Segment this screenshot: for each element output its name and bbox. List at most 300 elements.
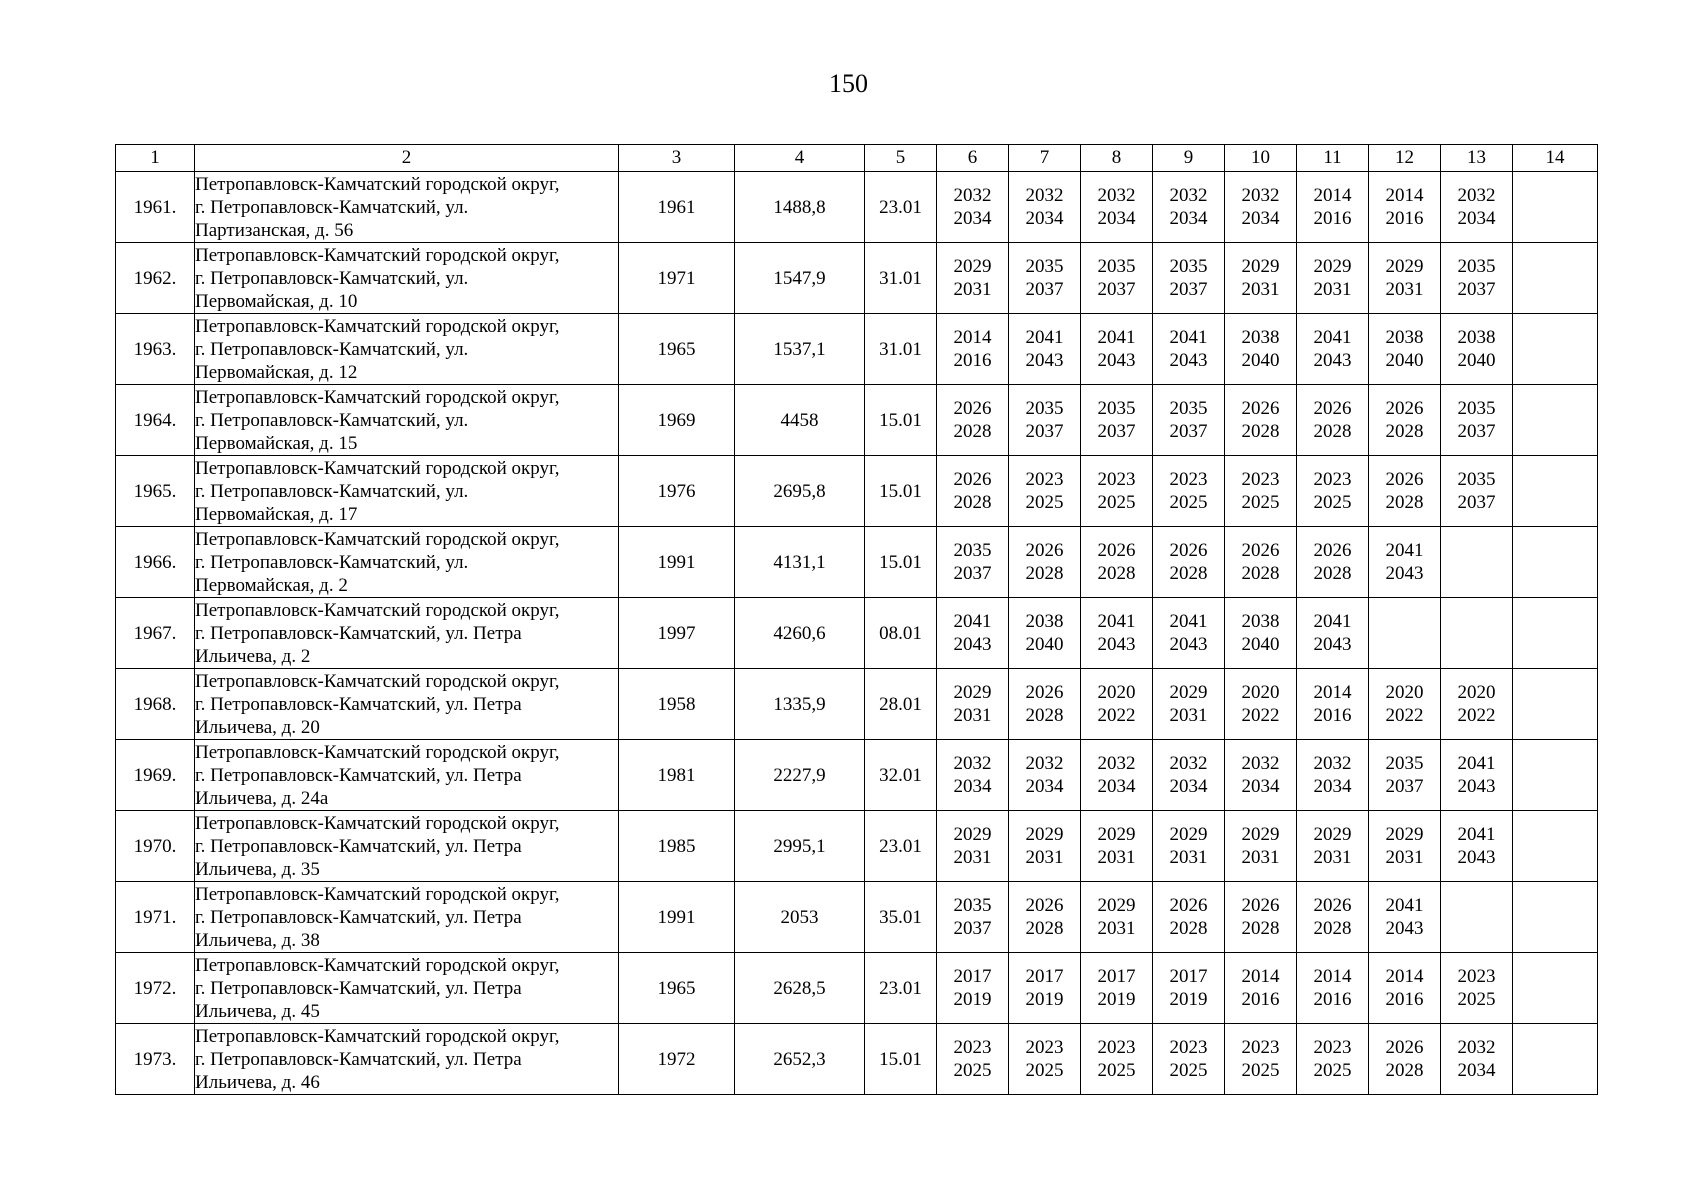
period-cell (1441, 314, 1513, 385)
page-number: 150 (829, 69, 868, 98)
period-end-year: 2043 (1313, 634, 1352, 655)
period-end-year: 2031 (1241, 279, 1280, 300)
period-cell (937, 243, 1009, 314)
period-cell (1513, 314, 1598, 385)
period-cell (1297, 527, 1369, 598)
period-cell (1009, 385, 1081, 456)
period-end-year: 2025 (1025, 1060, 1064, 1081)
period-cell (1153, 598, 1225, 669)
address-line: Первомайская, д. 10 (195, 290, 358, 312)
column-header: 8 (1081, 145, 1153, 172)
address-line: Петропавловск-Камчатский городской округ, (195, 457, 560, 479)
period-start-year: 2029 (1241, 824, 1280, 845)
address-line: Ильичева, д. 38 (195, 929, 320, 951)
period-start-year: 2014 (1385, 966, 1424, 987)
period-end-year: 2037 (1097, 421, 1136, 442)
value-cell: 23.01 (865, 172, 937, 243)
address-cell (195, 243, 619, 314)
table-row (116, 456, 1598, 527)
period-cell (1009, 314, 1081, 385)
build-year-cell: 1991 (619, 527, 735, 598)
period-start-year: 2029 (1313, 824, 1352, 845)
address-cell (195, 456, 619, 527)
period-start-year: 2038 (1241, 327, 1280, 348)
area-cell: 2628,5 (735, 953, 865, 1024)
column-header: 11 (1297, 145, 1369, 172)
address-line: Первомайская, д. 15 (195, 432, 358, 454)
period-end-year: 2037 (1097, 279, 1136, 300)
period-start-year: 2026 (1169, 895, 1208, 916)
period-end-year: 2031 (1385, 847, 1424, 868)
period-end-year: 2037 (1025, 279, 1064, 300)
period-end-year: 2043 (1025, 350, 1064, 371)
address-cell (195, 527, 619, 598)
period-start-year: 2026 (1097, 540, 1136, 561)
address-line: Ильичева, д. 24а (195, 787, 329, 809)
period-start-year: 2035 (1169, 256, 1208, 277)
period-cell (937, 882, 1009, 953)
address-line: Петропавловск-Камчатский городской округ, (195, 173, 560, 195)
period-cell (1297, 598, 1369, 669)
address-line: г. Петропавловск-Камчатский, ул. Петра (195, 835, 522, 857)
period-cell (1153, 740, 1225, 811)
build-year-cell: 1961 (619, 172, 735, 243)
period-start-year: 2026 (1385, 469, 1424, 490)
period-cell (937, 669, 1009, 740)
value-cell: 23.01 (865, 811, 937, 882)
period-end-year: 2034 (1241, 208, 1280, 229)
period-end-year: 2037 (1457, 421, 1496, 442)
period-cell (1513, 385, 1598, 456)
period-start-year: 2026 (1313, 398, 1352, 419)
build-year-cell: 1981 (619, 740, 735, 811)
column-header: 14 (1513, 145, 1598, 172)
period-end-year: 2037 (1169, 421, 1208, 442)
period-end-year: 2034 (1025, 776, 1064, 797)
period-start-year: 2041 (1097, 327, 1136, 348)
period-cell (1153, 669, 1225, 740)
period-cell (1297, 1024, 1369, 1095)
period-start-year: 2026 (1025, 540, 1064, 561)
period-end-year: 2043 (953, 634, 992, 655)
period-start-year: 2014 (1241, 966, 1280, 987)
period-start-year: 2026 (953, 469, 992, 490)
period-end-year: 2031 (1169, 847, 1208, 868)
period-end-year: 2022 (1385, 705, 1424, 726)
address-line: Первомайская, д. 17 (195, 503, 358, 525)
area-cell: 1537,1 (735, 314, 865, 385)
period-end-year: 2025 (1457, 989, 1496, 1010)
address-cell (195, 1024, 619, 1095)
period-cell (1513, 172, 1598, 243)
row-number-cell: 1964. (116, 385, 195, 456)
period-end-year: 2019 (1169, 989, 1208, 1010)
period-end-year: 2031 (1385, 279, 1424, 300)
period-end-year: 2043 (1169, 350, 1208, 371)
table-row (116, 669, 1598, 740)
table-row (116, 953, 1598, 1024)
period-cell (1513, 740, 1598, 811)
period-start-year: 2026 (1241, 540, 1280, 561)
period-cell (1081, 527, 1153, 598)
period-end-year: 2031 (1313, 847, 1352, 868)
value-cell: 15.01 (865, 527, 937, 598)
period-cell (1009, 669, 1081, 740)
build-year-cell: 1958 (619, 669, 735, 740)
period-end-year: 2028 (1313, 563, 1352, 584)
period-cell (1441, 882, 1513, 953)
period-start-year: 2032 (1097, 185, 1136, 206)
address-line: Первомайская, д. 2 (195, 574, 348, 596)
value-cell: 08.01 (865, 598, 937, 669)
table-row (116, 740, 1598, 811)
period-start-year: 2026 (1241, 398, 1280, 419)
period-end-year: 2016 (1313, 989, 1352, 1010)
period-cell (1225, 953, 1297, 1024)
address-line: г. Петропавловск-Камчатский, ул. (195, 267, 469, 289)
row-number-cell: 1966. (116, 527, 195, 598)
period-start-year: 2041 (1313, 611, 1352, 632)
period-start-year: 2014 (1313, 185, 1352, 206)
period-end-year: 2037 (1457, 279, 1496, 300)
period-cell (1009, 811, 1081, 882)
address-cell (195, 598, 619, 669)
period-end-year: 2031 (1025, 847, 1064, 868)
period-end-year: 2019 (1025, 989, 1064, 1010)
period-cell (1441, 527, 1513, 598)
period-cell (1297, 314, 1369, 385)
period-start-year: 2035 (953, 895, 992, 916)
period-start-year: 2029 (953, 824, 992, 845)
period-start-year: 2032 (1457, 185, 1496, 206)
period-start-year: 2032 (1025, 753, 1064, 774)
period-end-year: 2031 (1097, 918, 1136, 939)
period-start-year: 2032 (1025, 185, 1064, 206)
period-start-year: 2020 (1097, 682, 1136, 703)
period-cell (1009, 882, 1081, 953)
period-end-year: 2028 (1313, 421, 1352, 442)
column-header: 9 (1153, 145, 1225, 172)
period-end-year: 2016 (1385, 989, 1424, 1010)
period-start-year: 2035 (1385, 753, 1424, 774)
period-end-year: 2028 (953, 421, 992, 442)
table-row (116, 385, 1598, 456)
period-cell (1297, 172, 1369, 243)
column-header: 6 (937, 145, 1009, 172)
period-cell (1441, 456, 1513, 527)
period-start-year: 2041 (1457, 824, 1496, 845)
period-start-year: 2026 (1241, 895, 1280, 916)
period-cell (1441, 598, 1513, 669)
period-end-year: 2037 (1457, 492, 1496, 513)
period-cell (1225, 598, 1297, 669)
period-cell (1441, 1024, 1513, 1095)
header-row (116, 145, 1598, 172)
period-end-year: 2037 (1025, 421, 1064, 442)
table-row (116, 243, 1598, 314)
period-cell (1225, 740, 1297, 811)
period-start-year: 2029 (1385, 824, 1424, 845)
period-cell (1009, 598, 1081, 669)
period-cell (1369, 882, 1441, 953)
period-start-year: 2032 (1169, 753, 1208, 774)
period-end-year: 2034 (1169, 208, 1208, 229)
period-end-year: 2025 (1313, 1060, 1352, 1081)
period-cell (1081, 1024, 1153, 1095)
period-start-year: 2029 (1025, 824, 1064, 845)
period-cell (1297, 882, 1369, 953)
period-cell (1081, 172, 1153, 243)
period-cell (1081, 314, 1153, 385)
period-start-year: 2023 (1313, 1037, 1352, 1058)
table-row (116, 314, 1598, 385)
period-cell (937, 953, 1009, 1024)
area-cell: 2652,3 (735, 1024, 865, 1095)
period-start-year: 2038 (1025, 611, 1064, 632)
column-header: 12 (1369, 145, 1441, 172)
row-number-cell: 1973. (116, 1024, 195, 1095)
period-end-year: 2019 (1097, 989, 1136, 1010)
period-end-year: 2043 (1169, 634, 1208, 655)
period-start-year: 2017 (953, 966, 992, 987)
address-line: Петропавловск-Камчатский городской округ, (195, 315, 560, 337)
period-start-year: 2041 (1169, 327, 1208, 348)
period-end-year: 2025 (1241, 492, 1280, 513)
address-line: г. Петропавловск-Камчатский, ул. Петра (195, 693, 522, 715)
period-end-year: 2025 (1313, 492, 1352, 513)
period-cell (1441, 243, 1513, 314)
period-cell (1441, 740, 1513, 811)
period-end-year: 2037 (953, 563, 992, 584)
period-end-year: 2028 (953, 492, 992, 513)
value-cell: 15.01 (865, 385, 937, 456)
period-cell (937, 527, 1009, 598)
address-line: Петропавловск-Камчатский городской округ, (195, 386, 560, 408)
period-cell (1441, 669, 1513, 740)
period-cell (1225, 669, 1297, 740)
period-start-year: 2032 (953, 185, 992, 206)
period-cell (1225, 243, 1297, 314)
period-start-year: 2035 (1457, 469, 1496, 490)
period-start-year: 2032 (953, 753, 992, 774)
period-end-year: 2016 (1313, 208, 1352, 229)
period-start-year: 2029 (1097, 824, 1136, 845)
address-cell (195, 740, 619, 811)
period-start-year: 2014 (1313, 682, 1352, 703)
period-start-year: 2038 (1457, 327, 1496, 348)
period-start-year: 2032 (1313, 753, 1352, 774)
address-line: г. Петропавловск-Камчатский, ул. (195, 480, 469, 502)
period-cell (1081, 243, 1153, 314)
period-cell (1081, 953, 1153, 1024)
build-year-cell: 1985 (619, 811, 735, 882)
value-cell: 23.01 (865, 953, 937, 1024)
period-cell (1081, 882, 1153, 953)
period-cell (1009, 1024, 1081, 1095)
period-start-year: 2041 (953, 611, 992, 632)
address-line: Ильичева, д. 2 (195, 645, 311, 667)
period-end-year: 2028 (1169, 918, 1208, 939)
value-cell: 35.01 (865, 882, 937, 953)
period-start-year: 2023 (1457, 966, 1496, 987)
address-line: г. Петропавловск-Камчатский, ул. Петра (195, 977, 522, 999)
period-start-year: 2038 (1241, 611, 1280, 632)
address-line: Партизанская, д. 56 (195, 219, 354, 241)
table-row (116, 172, 1598, 243)
period-cell (1153, 385, 1225, 456)
period-end-year: 2031 (953, 279, 992, 300)
column-header: 3 (619, 145, 735, 172)
period-start-year: 2035 (1169, 398, 1208, 419)
period-start-year: 2029 (1169, 682, 1208, 703)
table-row (116, 882, 1598, 953)
period-end-year: 2034 (1169, 776, 1208, 797)
address-line: Ильичева, д. 46 (195, 1071, 320, 1093)
period-cell (1513, 598, 1598, 669)
period-end-year: 2037 (1385, 776, 1424, 797)
period-cell (1009, 172, 1081, 243)
address-line: Ильичева, д. 20 (195, 716, 320, 738)
period-end-year: 2034 (1241, 776, 1280, 797)
area-cell: 1547,9 (735, 243, 865, 314)
period-end-year: 2028 (1025, 705, 1064, 726)
period-start-year: 2026 (1313, 540, 1352, 561)
period-start-year: 2032 (1241, 753, 1280, 774)
address-line: г. Петропавловск-Камчатский, ул. (195, 338, 469, 360)
period-cell (1225, 385, 1297, 456)
period-end-year: 2022 (1241, 705, 1280, 726)
period-end-year: 2016 (1385, 208, 1424, 229)
period-end-year: 2043 (1385, 563, 1424, 584)
period-cell (1369, 243, 1441, 314)
area-cell: 4260,6 (735, 598, 865, 669)
period-cell (1369, 456, 1441, 527)
period-cell (1153, 243, 1225, 314)
period-cell (1153, 811, 1225, 882)
period-end-year: 2025 (953, 1060, 992, 1081)
period-start-year: 2026 (1025, 682, 1064, 703)
period-cell (937, 740, 1009, 811)
period-cell (1369, 811, 1441, 882)
period-start-year: 2029 (1097, 895, 1136, 916)
registry-table (115, 144, 1598, 1095)
period-end-year: 2040 (1457, 350, 1496, 371)
period-cell (1153, 456, 1225, 527)
row-number-cell: 1971. (116, 882, 195, 953)
period-cell (1369, 1024, 1441, 1095)
period-cell (1009, 243, 1081, 314)
build-year-cell: 1976 (619, 456, 735, 527)
period-end-year: 2031 (953, 847, 992, 868)
area-cell: 2995,1 (735, 811, 865, 882)
address-cell (195, 669, 619, 740)
period-cell (1081, 456, 1153, 527)
period-end-year: 2028 (1241, 918, 1280, 939)
period-end-year: 2034 (953, 208, 992, 229)
area-cell: 2053 (735, 882, 865, 953)
period-end-year: 2025 (1241, 1060, 1280, 1081)
area-cell: 4131,1 (735, 527, 865, 598)
period-end-year: 2016 (953, 350, 992, 371)
period-end-year: 2025 (1169, 492, 1208, 513)
period-end-year: 2043 (1385, 918, 1424, 939)
value-cell: 31.01 (865, 243, 937, 314)
period-cell (1081, 740, 1153, 811)
table-row (116, 1024, 1598, 1095)
table-body (116, 172, 1598, 1095)
period-end-year: 2034 (1097, 208, 1136, 229)
period-start-year: 2029 (953, 256, 992, 277)
address-line: г. Петропавловск-Камчатский, ул. Петра (195, 764, 522, 786)
period-start-year: 2023 (1313, 469, 1352, 490)
period-end-year: 2016 (1241, 989, 1280, 1010)
period-start-year: 2023 (1241, 1037, 1280, 1058)
period-cell (937, 811, 1009, 882)
period-cell (1369, 385, 1441, 456)
period-start-year: 2041 (1385, 540, 1424, 561)
period-start-year: 2023 (1097, 1037, 1136, 1058)
period-end-year: 2028 (1385, 492, 1424, 513)
address-line: Петропавловск-Камчатский городской округ, (195, 670, 560, 692)
row-number-cell: 1963. (116, 314, 195, 385)
period-end-year: 2028 (1097, 563, 1136, 584)
build-year-cell: 1965 (619, 314, 735, 385)
period-end-year: 2040 (1025, 634, 1064, 655)
build-year-cell: 1991 (619, 882, 735, 953)
period-cell (1225, 811, 1297, 882)
period-start-year: 2032 (1097, 753, 1136, 774)
period-cell (1297, 740, 1369, 811)
area-cell: 1488,8 (735, 172, 865, 243)
period-start-year: 2014 (1313, 966, 1352, 987)
period-end-year: 2034 (953, 776, 992, 797)
period-cell (1513, 811, 1598, 882)
address-cell (195, 882, 619, 953)
period-cell (1369, 740, 1441, 811)
period-start-year: 2032 (1169, 185, 1208, 206)
period-end-year: 2031 (1313, 279, 1352, 300)
value-cell: 31.01 (865, 314, 937, 385)
address-cell (195, 811, 619, 882)
period-start-year: 2041 (1169, 611, 1208, 632)
period-start-year: 2014 (1385, 185, 1424, 206)
period-end-year: 2043 (1097, 350, 1136, 371)
area-cell: 4458 (735, 385, 865, 456)
period-start-year: 2035 (1097, 398, 1136, 419)
period-start-year: 2023 (1025, 1037, 1064, 1058)
area-cell: 1335,9 (735, 669, 865, 740)
address-line: Петропавловск-Камчатский городской округ, (195, 954, 560, 976)
period-start-year: 2041 (1385, 895, 1424, 916)
period-end-year: 2031 (1097, 847, 1136, 868)
column-header: 1 (116, 145, 195, 172)
period-end-year: 2028 (1241, 421, 1280, 442)
column-header: 13 (1441, 145, 1513, 172)
period-start-year: 2026 (953, 398, 992, 419)
period-cell (1009, 953, 1081, 1024)
area-cell: 2227,9 (735, 740, 865, 811)
period-end-year: 2022 (1097, 705, 1136, 726)
value-cell: 32.01 (865, 740, 937, 811)
build-year-cell: 1997 (619, 598, 735, 669)
period-cell (1441, 811, 1513, 882)
period-start-year: 2029 (1169, 824, 1208, 845)
period-end-year: 2043 (1097, 634, 1136, 655)
period-start-year: 2041 (1097, 611, 1136, 632)
address-line: г. Петропавловск-Камчатский, ул. (195, 551, 469, 573)
period-cell (1009, 740, 1081, 811)
period-end-year: 2034 (1025, 208, 1064, 229)
